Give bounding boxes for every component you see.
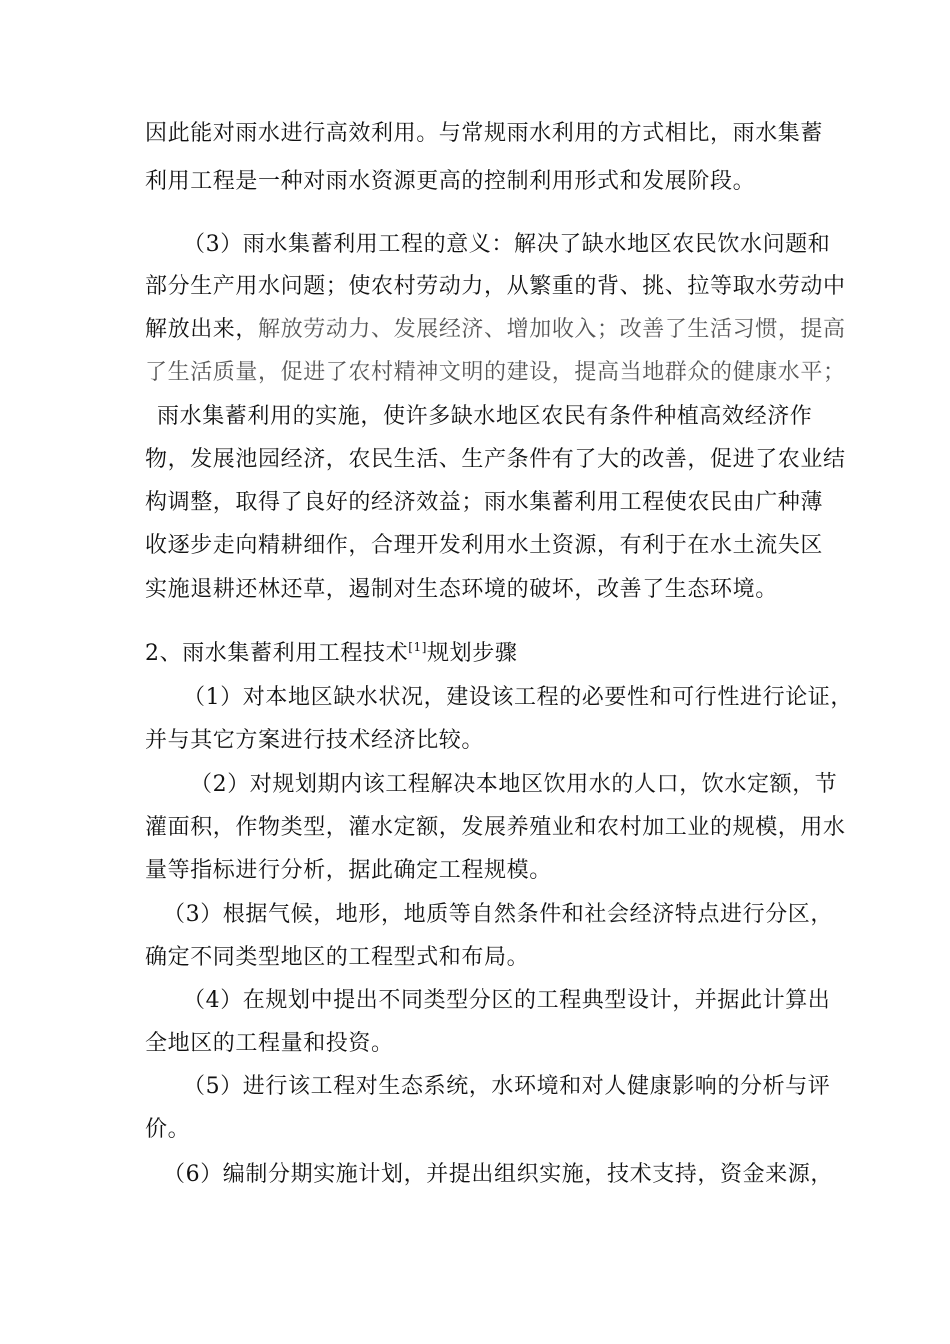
intro-line-2: 利用工程是一种对雨水资源更高的控制利用形式和发展阶段。: [145, 169, 756, 194]
significance-line-9: 实施退耕还林还草，遏制对生态环境的破坏，改善了生态环境。: [145, 577, 778, 602]
significance-line-3: [145, 315, 846, 345]
step4-line-1: （4）在规划中提出不同类型分区的工程典型设计，并据此计算出: [183, 988, 831, 1013]
section2-heading: [145, 639, 517, 669]
step2-line-3: 量等指标进行分析，据此确定工程规模。: [145, 858, 552, 883]
significance-line-2: 部分生产用水问题；使农村劳动力，从繁重的背、挑、拉等取水劳动中: [145, 274, 846, 299]
step2-line-2: 灌面积，作物类型，灌水定额，发展养殖业和农村加工业的规模，用水: [145, 815, 846, 840]
citation-ref: [1]: [408, 640, 428, 654]
significance-line-8: 收逐步走向精耕细作，合理开发利用水土资源，有利于在水土流失区: [145, 533, 824, 558]
step6-line-1: （6）编制分期实施计划，并提出组织实施，技术支持，资金来源，: [163, 1162, 833, 1187]
significance-line-1: （3）雨水集蓄利用工程的意义：解决了缺水地区农民饮水问题和: [183, 232, 831, 257]
significance-line-5: 雨水集蓄利用的实施，使许多缺水地区农民有条件种植高效经济作: [157, 404, 813, 429]
step2-line-1: （2）对规划期内该工程解决本地区饮用水的人口，饮水定额，节: [190, 772, 838, 797]
intro-line-1: 因此能对雨水进行高效利用。与常规雨水利用的方式相比，雨水集蓄: [145, 121, 824, 146]
step4-line-2: 全地区的工程量和投资。: [145, 1031, 394, 1056]
step1-line-1: （1）对本地区缺水状况，建设该工程的必要性和可行性进行论证，: [183, 685, 853, 710]
step5-line-2: 价。: [145, 1117, 191, 1142]
step1-line-2: 并与其它方案进行技术经济比较。: [145, 728, 485, 753]
significance-line-3-b: 解放劳动力、发展经济、增加收入；改善了生活习惯，提高: [258, 317, 846, 342]
section2-heading-text: 2、雨水集蓄利用工程技术: [145, 641, 409, 666]
step3-line-2: 确定不同类型地区的工程型式和布局。: [145, 945, 530, 970]
step5-line-1: （5）进行该工程对生态系统，水环境和对人健康影响的分析与评: [183, 1074, 831, 1099]
significance-line-3-a: 解放出来，: [145, 317, 259, 342]
significance-line-6: 物，发展池园经济，农民生活、生产条件有了大的改善，促进了农业结: [145, 447, 846, 472]
section2-heading-suffix: 规划步骤: [427, 641, 518, 666]
significance-line-4: 了生活质量，促进了农村精神文明的建设，提高当地群众的健康水平；: [145, 360, 846, 385]
significance-line-7: 构调整，取得了良好的经济效益；雨水集蓄利用工程使农民由广种薄: [145, 490, 824, 515]
step3-line-1: （3）根据气候，地形，地质等自然条件和社会经济特点进行分区，: [163, 902, 833, 927]
